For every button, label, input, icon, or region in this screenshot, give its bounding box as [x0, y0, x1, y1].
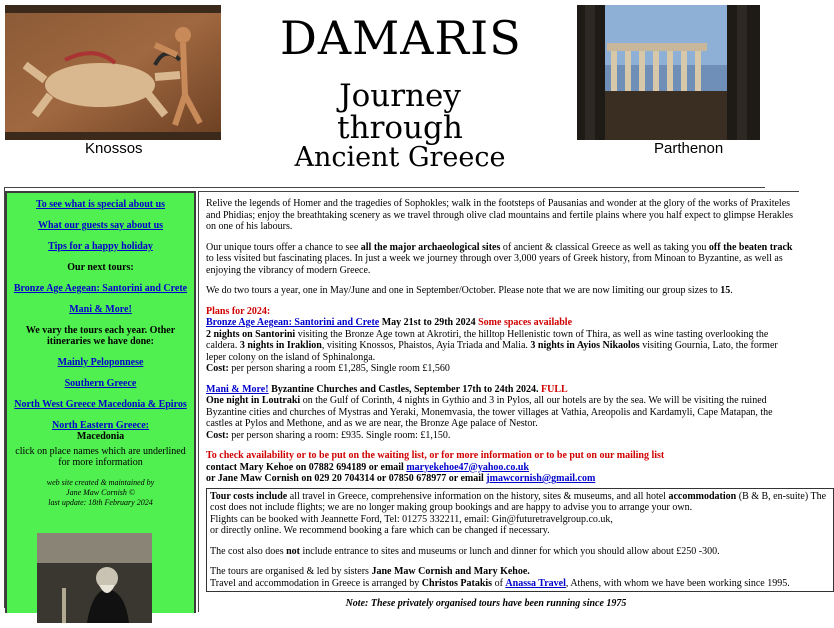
parthenon-caption: Parthenon [654, 140, 724, 157]
email-jane-link[interactable]: jmawcornish@gmail.com [486, 473, 596, 484]
link-past-peloponnese[interactable]: Mainly Peloponnese [57, 357, 144, 368]
contact-section: To check availability or to be put on the waiting list, or for more information or to be put on our mailing list contact Mary Kehoe on 07882 694189 or email maryekehoe47@yahoo.co.uk or Jane Maw Cornish on 029 20 704314 or 07850 678977 or email jmawcornish@gmail.com [206, 450, 799, 485]
excluded-costs: The cost also does not include entrance to sites and museums or lunch and dinner for which you should allow about £250 -300. [210, 545, 720, 557]
mailing-list-text: To check availability or to be put on the waiting list, or for more information or to be put on our mailing list [206, 450, 665, 461]
credit-line-3: last update: 18th February 2024 [48, 498, 153, 507]
plans-heading: Plans for 2024: [206, 305, 271, 317]
credit-line-1: web site created & maintained by [46, 478, 155, 487]
unique-tours-paragraph: Our unique tours offer a chance to see all the major archaeological sites of ancient & classical Greece as well as taking you off the beaten track to less visited but fascinating places. In just a week we journey through over 3,000 years of Greek history, from Minoan to Byzantine, as well as enjoying the vibrancy of modern Greece. [206, 241, 793, 276]
history-note: Note: These privately organised tours have been running since 1975 [345, 598, 627, 609]
travel-arranger: Travel and accommodation in Greece is arranged by Christos Patakis of Anassa Travel, Athens, with whom we have been working since 1995. [210, 577, 790, 589]
past-north-east-region: Macedonia [76, 431, 125, 442]
mani-tour-cost: Cost: per person sharing a room: £935. Single room: £1,150. [206, 429, 451, 441]
booking-advice: or directly online. We recommend booking a fare which can be changed if necessary. [210, 525, 550, 536]
link-past-north-west[interactable]: North West Greece Macedonia & Epiros [14, 399, 187, 410]
anassa-travel-link[interactable]: Anassa Travel [505, 577, 566, 589]
itineraries-note: We vary the tours each year. Other itineraries we have done: [25, 325, 176, 347]
guide-photo [37, 533, 152, 623]
link-past-southern-greece[interactable]: Southern Greece [64, 378, 137, 389]
site-credit [12, 478, 189, 508]
link-special-about-us[interactable]: To see what is special about us [35, 199, 166, 210]
parthenon-image [577, 5, 760, 140]
organisers: The tours are organised & led by sisters Jane Maw Cornish and Mary Kehoe. [210, 566, 530, 577]
link-past-north-east[interactable]: North Eastern Greece: [51, 420, 149, 431]
bronze-age-cost: Cost: per person sharing a room £1,285, Single room £1,560 [206, 363, 450, 374]
link-tour-bronze-age[interactable]: Bronze Age Aegean: Santorini and Crete [13, 283, 188, 294]
tagline-line-1: Journey through [337, 78, 463, 146]
flights-info: Flights can be booked with Jeannette Ford, Tel: 01275 332211, email: Gin@futuretravelgroup.co.uk, [210, 513, 613, 525]
tour-costs-box: Tour costs include all travel in Greece, comprehensive information on the history, sites & museums, and all hotel accommodation (B & B, en-suite) The cost does not include flights; we are no longer making group bookings and are happy to advise you to arrange your own. Flights can be booked with Jeannette Ford, Tel: 01275 332211, email: Gin@futuretravelgroup.co.uk, or directly online. We recommend booking a fare which can be changed if necessary. The cost also does not include entrance to sites and museums or lunch and dinner for which you should allow about £250 -300. The tours are organised & led by sisters Jane Maw Cornish and Mary Kehoe. Travel and accommodation in Greece is arranged by Christos Patakis of Anassa Travel, Athens, with whom we have been working since 1995. [206, 488, 834, 593]
intro-paragraph: Relive the legends of Homer and the tragedies of Sophokles; walk in the footsteps of Pausanias and wonder at the glory of the works of Praxiteles and Phidias; enjoy the breathtaking scenery as we travel through olive clad mountains and fertile plains where you half expect to glimpse Herakles on one of his labours. [206, 198, 794, 232]
email-mary-link[interactable]: maryekehoe47@yahoo.co.uk [406, 461, 529, 473]
tour-2024-mani: Mani & More! Byzantine Churches and Castles, September 17th to 24th 2024. FULL One night in Loutraki on the Gulf of Corinth, 4 nights in Gythio and 3 in Pylos, all our hotels are by the sea. We will be visiting the ruined Byzantine cities and churches of Mystras and Yeraki, Monemvasia, the tower villages at Vathia, Areopolis and Kardamyli, Cape Matapan, the castles at Pylos and Methone, and as we are near, the Bronze Age palace of Nestor. Cost: per person sharing a room: £935. Single room: £1,150. [206, 384, 799, 442]
main-content [198, 191, 827, 612]
credit-line-2: Jane Maw Cornish © [66, 488, 135, 497]
bronze-age-status: Some spaces available [475, 317, 573, 328]
bronze-age-dates: May 21st to 29th 2024 [379, 317, 476, 328]
next-tours-label: Our next tours: [67, 262, 134, 273]
click-note: click on place names which are underlined for more information [15, 446, 186, 468]
site-header [0, 0, 760, 185]
tagline-line-2: Ancient Greece [294, 142, 506, 173]
link-tour-mani[interactable]: Mani & More! [69, 304, 132, 315]
link-happy-holiday-tips[interactable]: Tips for a happy holiday [48, 241, 153, 252]
site-logo [280, 10, 520, 172]
link-guest-reviews[interactable]: What our guests say about us [37, 220, 164, 231]
group-size-paragraph: We do two tours a year, one in May/June and one in September/October. Please note that we are now limiting our group sizes to 15. [206, 285, 733, 296]
sidebar-nav [5, 191, 196, 613]
knossos-fresco-image [5, 5, 221, 140]
tour-2024-bronze-age: Plans for 2024: Bronze Age Aegean: Santorini and Crete May 21st to 29th 2024 Some spaces available 2 nights on Santorini visiting the Bronze Age town at Akrotiri, the hilltop Hellenistic town of Thira, as well as wine tasting overlooking the caldera. 3 nights in Iraklion, visiting Knossos, Phaistos, Ayia Triada and Malia. 3 nights in Ayios Nikaolos visiting Gournia, Lato, the former leper colony on the island of Sphinalonga. Cost: per person sharing a room £1,285, Single room £1,560 [206, 306, 799, 375]
knossos-caption: Knossos [85, 140, 143, 157]
brand-name: DAMARIS [280, 11, 522, 65]
link-bronze-age-tour[interactable]: Bronze Age Aegean: Santorini and Crete [206, 317, 380, 328]
link-mani-tour[interactable]: Mani & More! [206, 383, 269, 395]
mani-tour-status: FULL [538, 383, 568, 395]
mani-tour-title: Byzantine Churches and Castles, September 17th to 24th 2024. [268, 383, 539, 395]
